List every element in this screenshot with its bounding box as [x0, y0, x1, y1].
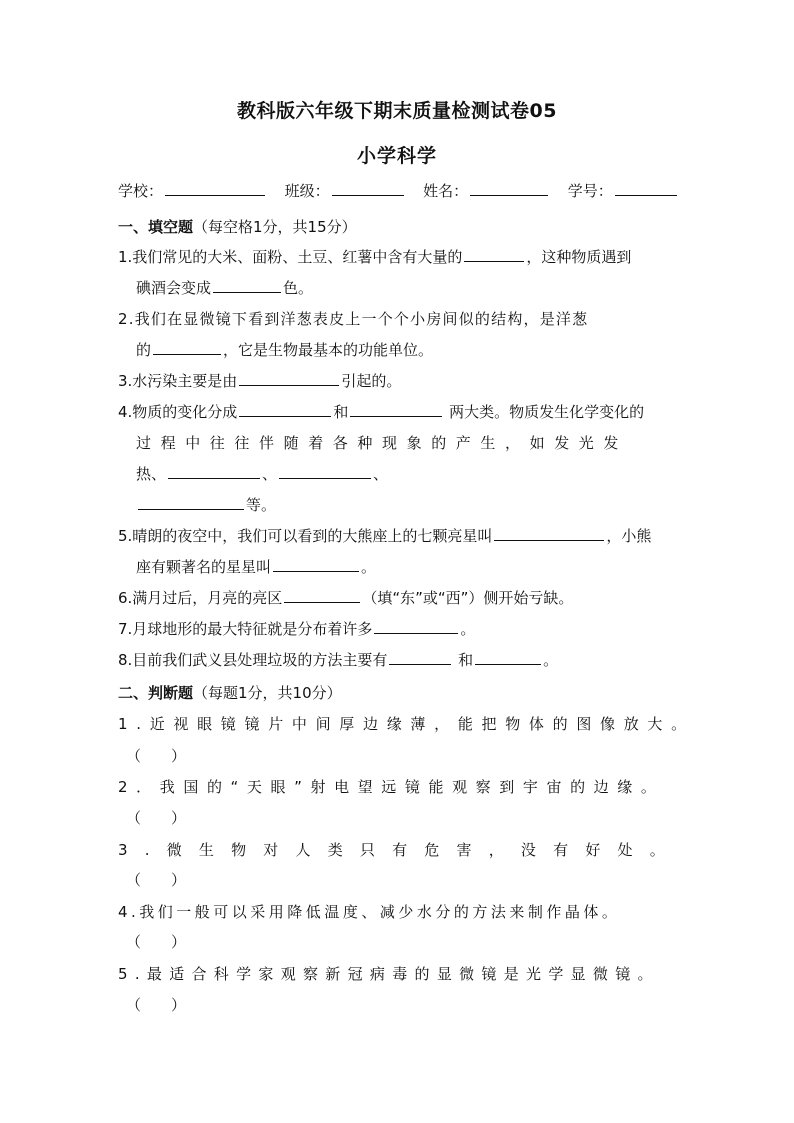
q5-blank-1[interactable] — [494, 526, 604, 541]
section1-heading — [118, 217, 678, 237]
q4-text-4: 过程中往往伴随着各种现象的产生，如发光发 — [136, 434, 629, 452]
j2-answer-paren[interactable]: （ ） — [126, 809, 187, 827]
q8-blank-2[interactable] — [475, 650, 541, 665]
school-blank[interactable] — [165, 181, 265, 196]
j4-text: 4.我们一般可以采用降低温度、减少水分的方法来制作晶体。 — [118, 903, 621, 921]
q7-text-2: 。 — [460, 620, 476, 638]
q2-blank[interactable] — [153, 340, 221, 355]
j1-text: 1.近视眼镜镜片中间厚边缘薄，能把物体的图像放大。 — [118, 715, 695, 733]
j3-paren-line — [126, 870, 686, 890]
number-label: 学号： — [567, 182, 613, 200]
q5-text-4: 。 — [361, 558, 377, 576]
q3-line — [118, 371, 678, 391]
name-label: 姓名： — [423, 182, 469, 200]
q5-blank-2[interactable] — [273, 557, 359, 572]
class-label: 班级： — [284, 182, 330, 200]
section2-note: （每题1分，共10分） — [193, 684, 342, 702]
q4-line1 — [118, 402, 678, 422]
q4-line3 — [136, 464, 696, 484]
q4-blank-5[interactable] — [138, 495, 244, 510]
q3-text: 3.水污染主要是由 — [118, 372, 238, 390]
q4-text-8: 等。 — [246, 496, 277, 514]
j5-line — [118, 964, 678, 984]
j5-paren-line — [126, 995, 686, 1015]
q8-text-2: 和 — [458, 651, 474, 669]
q1-text-2: ，这种物质遇到 — [526, 248, 632, 266]
j4-paren-line — [126, 932, 686, 952]
q4-text-6: 、 — [262, 465, 278, 483]
j1-line — [118, 714, 695, 734]
q7-blank[interactable] — [374, 619, 458, 634]
q2-line1 — [118, 309, 678, 329]
j4-line — [118, 902, 678, 922]
q2-text-2: 的 — [136, 341, 152, 359]
j3-text: 3.微生物对人类只有危害，没有好处。 — [118, 841, 682, 859]
q4-blank-2[interactable] — [350, 402, 442, 417]
section1-title: 一、填空题 — [118, 218, 194, 236]
q7-line — [118, 619, 678, 639]
q8-text: 8.目前我们武义县处理垃圾的方法主要有 — [118, 651, 388, 669]
q1-line2 — [136, 278, 696, 298]
name-blank[interactable] — [470, 181, 548, 196]
j2-line — [118, 777, 678, 797]
q2-text-3: ，它是生物最基本的功能单位。 — [223, 341, 434, 359]
j4-answer-paren[interactable]: （ ） — [126, 933, 187, 951]
q5-line2 — [136, 557, 696, 577]
school-label: 学校： — [118, 182, 164, 200]
j1-answer-paren[interactable]: （ ） — [126, 747, 187, 765]
q6-text-2: （填“东”或“西”）侧开始亏缺。 — [362, 589, 574, 607]
q4-text-3: 两大类。物质发生化学变化的 — [449, 403, 645, 421]
q8-blank-1[interactable] — [389, 650, 451, 665]
number-blank[interactable] — [615, 181, 677, 196]
q8-text-3: 。 — [543, 651, 559, 669]
q4-text-2: 和 — [333, 403, 349, 421]
j5-answer-paren[interactable]: （ ） — [126, 996, 187, 1014]
q8-line — [118, 650, 678, 670]
section2-title: 二、判断题 — [118, 684, 194, 702]
j2-text: 2．我国的“天眼”射电望远镜能观察到宇宙的边缘。 — [118, 778, 665, 796]
class-blank[interactable] — [332, 181, 404, 196]
q2-line2 — [136, 340, 696, 360]
q4-blank-4[interactable] — [279, 464, 371, 479]
q7-text: 7.月球地形的最大特征就是分布着许多 — [118, 620, 373, 638]
q4-text-5: 热、 — [136, 465, 167, 483]
q6-text: 6.满月过后，月亮的亮区 — [118, 589, 283, 607]
j2-paren-line — [126, 808, 686, 828]
q1-blank-1[interactable] — [464, 247, 524, 262]
j3-line — [118, 840, 682, 860]
q2-text: 2.我们在显微镜下看到洋葱表皮上一个个小房间似的结构，是洋葱 — [118, 310, 589, 328]
q5-line1 — [118, 526, 678, 546]
q3-blank[interactable] — [239, 371, 339, 386]
q4-text: 4.物质的变化分成 — [118, 403, 238, 421]
section1-note: （每空格1分，共15分） — [193, 218, 357, 236]
q3-text-2: 引起的。 — [341, 372, 402, 390]
page-title: 教科版六年级下期末质量检测试卷05 — [237, 100, 557, 122]
q5-text-2: ，小熊 — [606, 527, 652, 545]
j5-text: 5.最适合科学家观察新冠病毒的显微镜是光学显微镜。 — [118, 965, 660, 983]
q1-blank-2[interactable] — [213, 278, 281, 293]
q5-text-3: 座有颗著名的星星叫 — [136, 558, 272, 576]
q4-line4 — [136, 495, 696, 515]
q4-blank-1[interactable] — [239, 402, 331, 417]
q4-line2 — [136, 433, 696, 453]
q6-blank[interactable] — [284, 588, 360, 603]
q1-text-3: 碘酒会变成 — [136, 279, 212, 297]
q1-text: 1.我们常见的大米、面粉、土豆、红薯中含有大量的 — [118, 248, 463, 266]
q6-line — [118, 588, 678, 608]
q5-text: 5.晴朗的夜空中，我们可以看到的大熊座上的七颗亮星叫 — [118, 527, 493, 545]
page-subtitle: 小学科学 — [356, 145, 437, 167]
j3-answer-paren[interactable]: （ ） — [126, 871, 187, 889]
student-info-row — [118, 180, 678, 201]
section2-heading — [118, 683, 678, 703]
q1-line1 — [118, 247, 678, 267]
q4-blank-3[interactable] — [168, 464, 260, 479]
j1-paren-line — [126, 746, 686, 766]
q1-text-4: 色。 — [283, 279, 314, 297]
q4-text-7: 、 — [373, 465, 389, 483]
